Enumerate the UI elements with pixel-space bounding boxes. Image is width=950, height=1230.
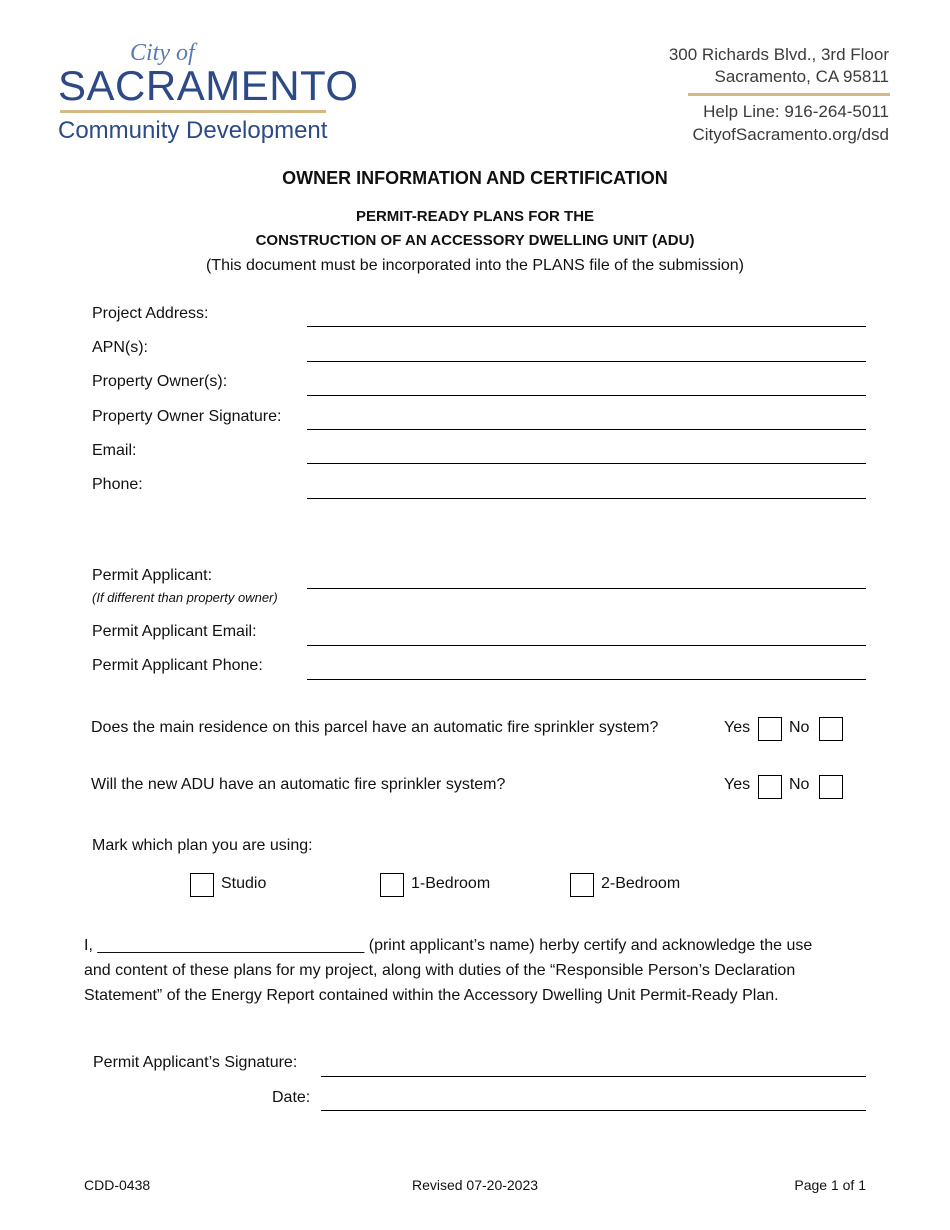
- certification-text-line3: Statement” of the Energy Report contained within the Accessory Dwelling Unit Permit-Ready Plan.: [84, 987, 779, 1004]
- applicant-signature-label: Permit Applicant’s Signature:: [93, 1054, 298, 1071]
- project-address-label: Project Address:: [92, 305, 209, 322]
- applicant-phone-label: Permit Applicant Phone:: [92, 657, 263, 674]
- address-line1: 300 Richards Blvd., 3rd Floor: [668, 45, 889, 64]
- page-number: Page 1 of 1: [794, 1177, 866, 1193]
- q1-yes-label: Yes: [724, 719, 751, 736]
- submission-note: (This document must be incorporated into the PLANS file of the submission): [205, 257, 745, 274]
- certification-text-line1: I, ______________________________ (print applicant’s name) herby certify and acknowledge the use: [84, 937, 813, 954]
- logo-divider: [60, 110, 326, 113]
- certification-text-line2: and content of these plans for my project, along with duties of the “Responsible Person’s Declaration: [84, 962, 796, 979]
- plan-studio-label: Studio: [221, 875, 267, 892]
- revision-date: Revised 07-20-2023: [411, 1177, 539, 1193]
- applicant-phone-field[interactable]: [307, 679, 866, 680]
- page-title: OWNER INFORMATION AND CERTIFICATION: [282, 168, 668, 188]
- plan-choice-label: Mark which plan you are using:: [92, 837, 313, 854]
- logo-city-text: City of: [130, 40, 195, 66]
- phone-field[interactable]: [307, 498, 866, 499]
- plan-1-bedroom-label: 1-Bedroom: [411, 875, 491, 892]
- permit-applicant-field[interactable]: [307, 588, 866, 589]
- question-adu-sprinkler: Will the new ADU have an automatic fire sprinkler system?: [91, 776, 506, 793]
- subtitle-line2: CONSTRUCTION OF AN ACCESSORY DWELLING UNIT (ADU): [255, 232, 695, 249]
- plan-1-bedroom-checkbox[interactable]: [380, 873, 404, 897]
- q1-no-label: No: [789, 719, 810, 736]
- website: CityofSacramento.org/dsd: [692, 125, 889, 144]
- q1-yes-checkbox[interactable]: [758, 717, 782, 741]
- property-owner-label: Property Owner(s):: [92, 373, 228, 390]
- permit-applicant-label: Permit Applicant:: [92, 567, 213, 584]
- phone-label: Phone:: [92, 476, 143, 493]
- address-line2: Sacramento, CA 95811: [714, 67, 889, 86]
- project-address-field[interactable]: [307, 326, 866, 327]
- q2-yes-label: Yes: [724, 776, 751, 793]
- applicant-email-label: Permit Applicant Email:: [92, 623, 257, 640]
- question-main-sprinkler: Does the main residence on this parcel have an automatic fire sprinkler system?: [91, 719, 659, 736]
- owner-signature-field[interactable]: [307, 429, 866, 430]
- plan-2-bedroom-checkbox[interactable]: [570, 873, 594, 897]
- property-owner-field[interactable]: [307, 395, 866, 396]
- owner-signature-label: Property Owner Signature:: [92, 408, 282, 425]
- apn-label: APN(s):: [92, 339, 148, 356]
- applicant-signature-field[interactable]: [321, 1076, 866, 1077]
- helpline: Help Line: 916-264-5011: [703, 102, 889, 121]
- q2-no-checkbox[interactable]: [819, 775, 843, 799]
- date-field[interactable]: [321, 1110, 866, 1111]
- q2-no-label: No: [789, 776, 810, 793]
- plan-2-bedroom-label: 2-Bedroom: [601, 875, 681, 892]
- form-id: CDD-0438: [84, 1177, 151, 1193]
- apn-field[interactable]: [307, 361, 866, 362]
- email-label: Email:: [92, 442, 137, 459]
- applicant-email-field[interactable]: [307, 645, 866, 646]
- logo-community-development: Community Development: [58, 117, 328, 144]
- plan-studio-checkbox[interactable]: [190, 873, 214, 897]
- q1-no-checkbox[interactable]: [819, 717, 843, 741]
- subtitle-line1: PERMIT-READY PLANS FOR THE: [355, 208, 595, 225]
- logo-sacramento: SACRAMENTO: [58, 62, 359, 109]
- date-label: Date:: [272, 1089, 311, 1106]
- address-divider: [688, 93, 890, 96]
- email-field[interactable]: [307, 463, 866, 464]
- q2-yes-checkbox[interactable]: [758, 775, 782, 799]
- permit-applicant-hint: (If different than property owner): [92, 590, 278, 605]
